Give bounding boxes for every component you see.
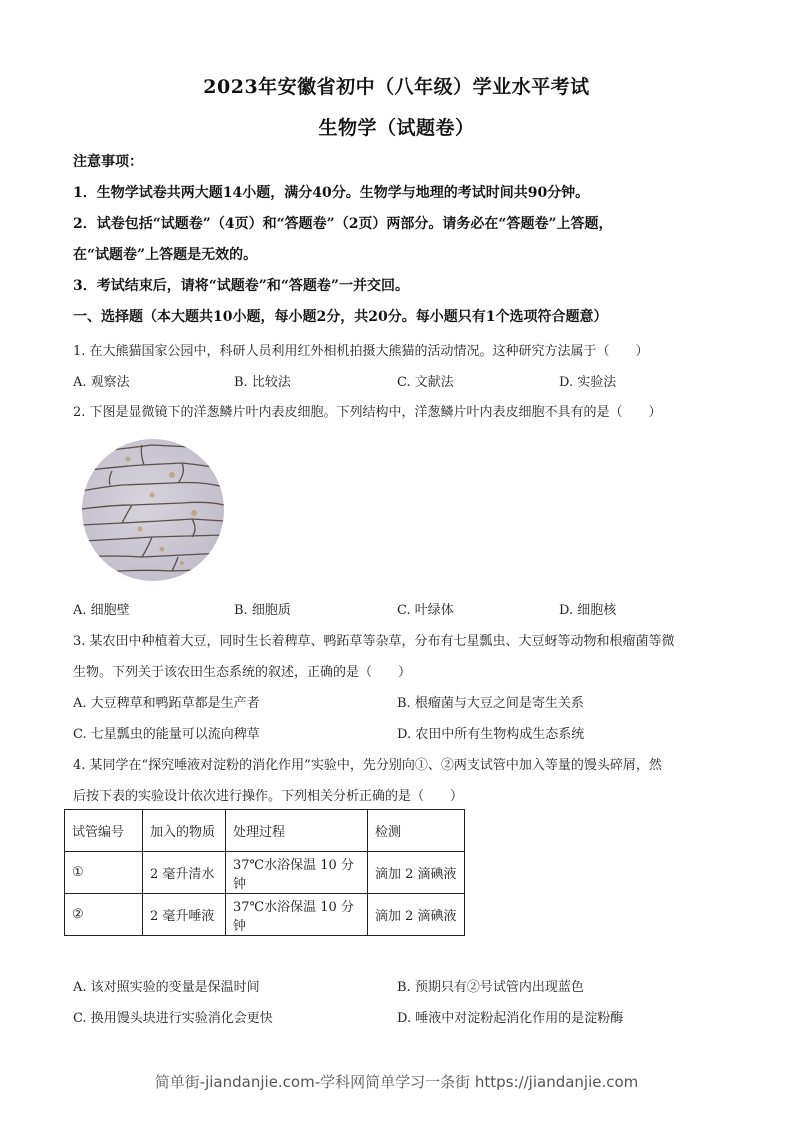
table-cell: 滴加 2 滴碘液 bbox=[368, 852, 465, 894]
exam-subtitle: 生物学（试题卷） bbox=[318, 117, 475, 139]
q4-option-b: B. 预期只有②号试管内出现蓝色 bbox=[397, 980, 584, 995]
footer-watermark: 简单街-jiandanjie.com-学科网简单学习一条街 https://jiandanjie.com bbox=[154, 1073, 639, 1091]
table-cell: 滴加 2 滴碘液 bbox=[368, 894, 465, 936]
q1-option-d: D. 实验法 bbox=[559, 375, 617, 390]
question-2-stem: 2. 下图是显微镜下的洋葱鳞片叶内表皮细胞。下列结构中，洋葱鳞片叶内表皮细胞不具有的是（ ） bbox=[73, 405, 662, 420]
exam-title: 2023年安徽省初中（八年级）学业水平考试 bbox=[203, 76, 590, 98]
cell-walls-drawing bbox=[82, 439, 224, 581]
q3-option-b: B. 根瘤菌与大豆之间是寄生关系 bbox=[397, 696, 584, 711]
question-3-stem-line1: 3. 某农田中种植着大豆，同时生长着稗草、鸭跖草等杂草，分布有七星瓢虫、大豆蚜等动物和根瘤菌等微 bbox=[73, 634, 675, 649]
table-header-row bbox=[65, 810, 465, 852]
q2-option-d: D. 细胞核 bbox=[559, 603, 617, 618]
table-cell: 37℃水浴保温 10 分钟 bbox=[226, 852, 368, 894]
question-4-stem-line2: 后按下表的实验设计依次进行操作。下列相关分析正确的是（ ） bbox=[73, 789, 464, 804]
notice-item-2: 2．试卷包括“试题卷”（4页）和“答题卷”（2页）两部分。请务必在“答题卷”上答题， bbox=[73, 216, 613, 232]
notice-item-1: 1．生物学试卷共两大题14小题，满分40分。生物学与地理的考试时间共90分钟。 bbox=[73, 185, 590, 201]
table-header: 检测 bbox=[368, 810, 465, 852]
question-3-stem-line2: 生物。下列关于该农田生态系统的叙述，正确的是（ ） bbox=[73, 665, 412, 680]
q1-option-b: B. 比较法 bbox=[234, 375, 291, 390]
table-header: 试管编号 bbox=[65, 810, 143, 852]
q1-option-a: A. 观察法 bbox=[73, 375, 130, 390]
table-header: 加入的物质 bbox=[143, 810, 226, 852]
q4-option-d: D. 唾液中对淀粉起消化作用的是淀粉酶 bbox=[397, 1011, 624, 1026]
table-cell: 37℃水浴保温 10 分钟 bbox=[226, 894, 368, 936]
q3-option-a: A. 大豆稗草和鸭跖草都是生产者 bbox=[73, 696, 260, 711]
table-header: 处理过程 bbox=[226, 810, 368, 852]
experiment-table bbox=[64, 809, 465, 936]
onion-cell-micrograph bbox=[82, 439, 224, 581]
q2-option-c: C. 叶绿体 bbox=[397, 603, 454, 618]
notice-item-3: 3．考试结束后，请将“试题卷”和“答题卷”一并交回。 bbox=[73, 278, 409, 294]
q3-option-c: C. 七星瓢虫的能量可以流向稗草 bbox=[73, 727, 260, 742]
table-cell: ① bbox=[65, 852, 143, 894]
table-row bbox=[65, 852, 465, 894]
q3-option-d: D. 农田中所有生物构成生态系统 bbox=[397, 727, 585, 742]
table-cell: 2 毫升清水 bbox=[143, 852, 226, 894]
q2-option-a: A. 细胞壁 bbox=[73, 603, 130, 618]
question-4-stem-line1: 4. 某同学在“探究唾液对淀粉的消化作用”实验中，先分别向①、②两支试管中加入等量的馒头碎屑，然 bbox=[73, 758, 662, 773]
notice-item-2-cont: 在“试题卷”上答题是无效的。 bbox=[73, 247, 258, 263]
table-cell: ② bbox=[65, 894, 143, 936]
q2-option-b: B. 细胞质 bbox=[234, 603, 291, 618]
q1-option-c: C. 文献法 bbox=[397, 375, 454, 390]
notice-heading: 注意事项： bbox=[73, 154, 143, 170]
table-row bbox=[65, 894, 465, 936]
section-heading: 一、选择题（本大题共10小题，每小题2分，共20分。每小题只有1个选项符合题意） bbox=[73, 309, 608, 325]
q4-option-c: C. 换用馒头块进行实验消化会更快 bbox=[73, 1011, 273, 1026]
table-cell: 2 毫升唾液 bbox=[143, 894, 226, 936]
question-1-stem: 1. 在大熊猫国家公园中，科研人员利用红外相机拍摄大熊猫的活动情况。这种研究方法属于（ ） bbox=[73, 344, 649, 359]
q4-option-a: A. 该对照实验的变量是保温时间 bbox=[73, 980, 260, 995]
